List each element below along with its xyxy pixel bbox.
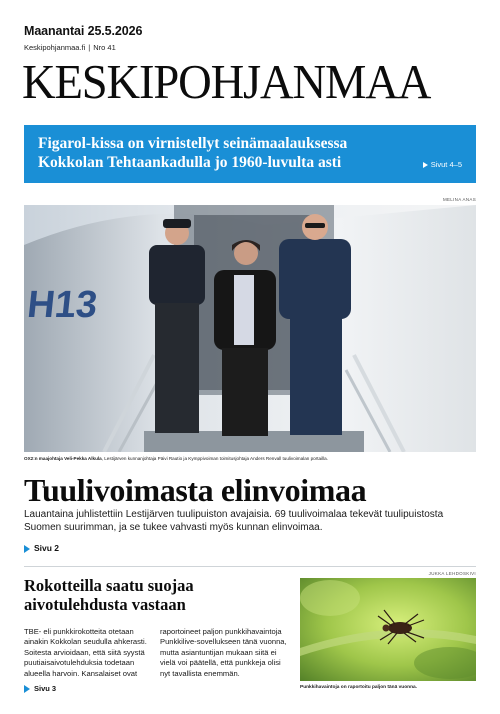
second-ref-label: Sivu 3 [34,684,57,693]
tick-photo-caption: Punkkihavaintoja on raportoitu paljon tänä vuonna. [300,685,418,690]
main-lead [24,508,476,555]
section-divider [24,566,476,567]
tick-photo[interactable] [300,578,476,681]
site-link[interactable]: Keskipohjanmaa.fi [24,43,86,52]
caption-lead: OX2:n maajohtaja Veli-Pekka Alkula [24,456,102,461]
separator: | [88,43,91,52]
banner-headline[interactable]: Figarol-kissa on virnistellyt seinämaalauksessa Kokkolan Tehtaankadulla jo 1960-luvulta asti [38,135,348,171]
second-headline[interactable]: Rokotteilla saatu suojaa aivotulehdusta vastaan [24,576,194,614]
play-arrow-icon [24,545,30,553]
wind-turbine-photo [24,205,476,452]
main-lead-text: Lauantaina juhlistettiin Lestijärven tuulipuiston avajaisia. 69 tuulivoimalaa tekevät tuulipuistosta Suomen suurimman, ja se tukee vahvasti myös kunnan elinvoimaa. [24,509,444,533]
main-page-ref[interactable] [24,542,476,555]
banner-ref-label: Sivut 4–5 [430,160,462,169]
main-ref-label: Sivu 2 [34,543,60,553]
photo-credit: MELINA ANAS [442,197,476,202]
tower-marking: H13 [25,284,100,326]
issue-number: Nro 41 [93,43,116,52]
body-column-2: raportoineet paljon punkkihavaintoja Punkkilive-sovellukseen tänä vuonna, mutta asiantuntijan mukaan siitä ei vielä voi päätellä, että punkkeja olisi nyt tavallista enemmän. [160,627,287,678]
main-photo-caption [24,456,476,461]
masthead-meta [24,24,142,52]
main-photo[interactable] [24,205,476,452]
top-story-banner[interactable] [24,125,476,183]
play-arrow-icon [423,162,428,168]
second-page-ref[interactable] [24,684,56,693]
photo-credit-2: JUKKA LEHDOSKIVI [428,571,476,576]
issue-date: Maanantai 25.5.2026 [24,24,143,38]
tick-on-grass-photo [300,578,476,681]
main-headline[interactable]: Tuulivoimasta elinvoimaa [24,472,367,508]
issue-info [24,43,142,52]
play-arrow-icon [24,685,30,693]
banner-page-ref[interactable] [423,160,462,169]
body-column-1: TBE- eli punkkirokotteita otetaan ainakin Kokkolan seudulla ahkerasti. Soitesta arvioidaan, että siitä syystä puutiaisaivotulehduksia todetaan alueella harvoin. Kansalaiset ovat [24,627,147,678]
newspaper-logo[interactable]: KESKIPOHJANMAA [22,54,431,109]
caption-text: , Lestijärven kunnanjohtaja Päivi Rautio ja Kymppivoiman toimitusjohtaja Anders Renvall tuulivoimalan portailla. [101,456,328,461]
